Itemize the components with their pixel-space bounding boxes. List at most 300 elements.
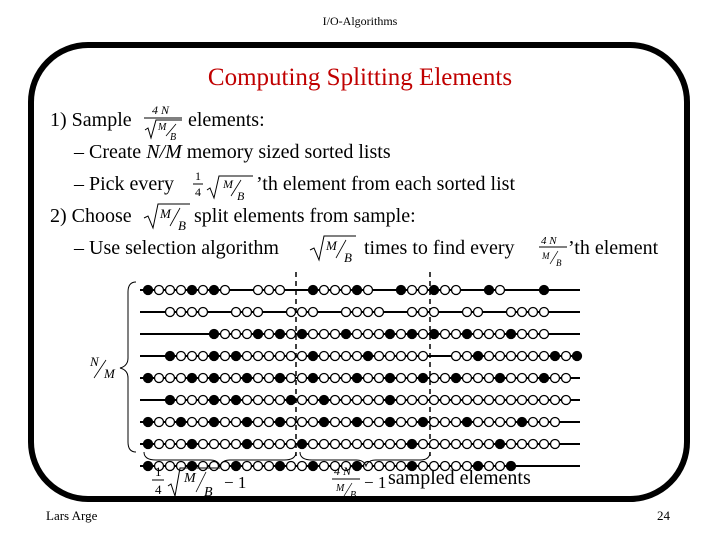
footer-author: Lars Arge [46, 508, 98, 523]
sampled-element [353, 374, 362, 383]
list-element [265, 286, 274, 295]
list-element [254, 440, 263, 449]
sampled-element [507, 330, 516, 339]
sampled-element [496, 440, 505, 449]
sampled-element [430, 286, 439, 295]
list-element [221, 286, 230, 295]
list-element [254, 286, 263, 295]
list-element [221, 418, 230, 427]
sampled-element [177, 418, 186, 427]
list-element [485, 330, 494, 339]
list-element [309, 418, 318, 427]
n-over-m-label [90, 354, 120, 384]
list-element [342, 374, 351, 383]
svg-text:M: M [336, 483, 345, 494]
list-element [320, 330, 329, 339]
list-element [188, 352, 197, 361]
list-element [243, 352, 252, 361]
list-element [452, 286, 461, 295]
list-element [254, 308, 263, 317]
list-element [254, 462, 263, 471]
sampled-element [485, 286, 494, 295]
svg-text:4 N: 4 N [541, 235, 557, 247]
list-element [309, 440, 318, 449]
list-element [507, 440, 516, 449]
list-element [430, 440, 439, 449]
step1-sub1-n-over-m: N/M [146, 141, 182, 163]
list-element [199, 352, 208, 361]
list-element [221, 396, 230, 405]
list-element [485, 352, 494, 361]
page-number: 24 [657, 508, 670, 523]
svg-text:N: N [90, 354, 99, 369]
list-element [331, 352, 340, 361]
list-element [496, 418, 505, 427]
sampled-element [210, 352, 219, 361]
list-element [298, 396, 307, 405]
list-element [199, 308, 208, 317]
sampled-element [419, 374, 428, 383]
list-element [243, 396, 252, 405]
list-element [496, 352, 505, 361]
list-element [342, 352, 351, 361]
step2-sub1-suffix: ’th element [568, 237, 659, 259]
sampled-element [232, 396, 241, 405]
list-element [210, 440, 219, 449]
list-element [232, 308, 241, 317]
sampled-element [210, 396, 219, 405]
list-element [452, 396, 461, 405]
sampled-element [540, 286, 549, 295]
list-element [430, 308, 439, 317]
list-element [166, 308, 175, 317]
list-element [529, 308, 538, 317]
list-element [441, 418, 450, 427]
list-element [540, 396, 549, 405]
list-element [298, 374, 307, 383]
sampled-element [276, 330, 285, 339]
sampled-element [144, 374, 153, 383]
sampled-element [474, 352, 483, 361]
list-element [177, 374, 186, 383]
list-element [463, 396, 472, 405]
list-element [287, 374, 296, 383]
list-element [474, 440, 483, 449]
list-element [474, 418, 483, 427]
list-element [243, 308, 252, 317]
sampled-element [364, 352, 373, 361]
list-element [485, 440, 494, 449]
svg-text:M: M [223, 177, 233, 191]
svg-text:M: M [326, 238, 337, 253]
list-element [562, 352, 571, 361]
list-element [298, 308, 307, 317]
list-element [529, 418, 538, 427]
list-element [177, 396, 186, 405]
sampled-element [320, 396, 329, 405]
list-element [540, 308, 549, 317]
list-element [276, 396, 285, 405]
sampled-element [298, 440, 307, 449]
list-element [551, 440, 560, 449]
sampled-element [166, 352, 175, 361]
list-element [243, 330, 252, 339]
list-element [177, 352, 186, 361]
sampled-element [430, 330, 439, 339]
list-element [309, 330, 318, 339]
left-brace [120, 282, 136, 452]
svg-text:− 1: − 1 [364, 473, 387, 492]
list-element [540, 330, 549, 339]
list-element [320, 440, 329, 449]
step1-sub2-a: – Pick every [74, 173, 174, 195]
step1-sub2-suffix: ’th element from each sorted list [256, 173, 515, 195]
list-element [265, 330, 274, 339]
list-element [265, 462, 274, 471]
list-element [155, 286, 164, 295]
list-element [518, 352, 527, 361]
list-element [331, 374, 340, 383]
list-element [287, 418, 296, 427]
formula-m: M [158, 122, 167, 133]
list-element [518, 440, 527, 449]
sampled-element [353, 418, 362, 427]
sampled-element [276, 374, 285, 383]
list-element [485, 374, 494, 383]
svg-text:B: B [204, 485, 213, 500]
list-element [166, 440, 175, 449]
list-element [177, 308, 186, 317]
sampled-element [573, 352, 582, 361]
list-element [309, 396, 318, 405]
list-element [408, 374, 417, 383]
list-element [397, 352, 406, 361]
list-element [496, 330, 505, 339]
list-element [232, 418, 241, 427]
list-element [441, 330, 450, 339]
svg-text:M: M [184, 471, 196, 486]
list-element [364, 330, 373, 339]
list-element [408, 286, 417, 295]
sampled-element [540, 374, 549, 383]
sampled-element [232, 352, 241, 361]
list-element [375, 308, 384, 317]
list-element [496, 286, 505, 295]
list-element [430, 374, 439, 383]
sampled-element [496, 374, 505, 383]
list-element [254, 374, 263, 383]
svg-text:M: M [542, 251, 550, 261]
list-element [452, 352, 461, 361]
list-element [408, 396, 417, 405]
list-element [199, 374, 208, 383]
list-element [463, 352, 472, 361]
list-element [188, 308, 197, 317]
svg-text:M: M [104, 366, 115, 381]
list-element [298, 462, 307, 471]
list-element [320, 374, 329, 383]
list-element [331, 396, 340, 405]
list-element [364, 396, 373, 405]
sampled-element [452, 374, 461, 383]
list-element [155, 374, 164, 383]
list-element [507, 308, 516, 317]
sampled-element [144, 286, 153, 295]
list-element [507, 418, 516, 427]
list-element [507, 396, 516, 405]
list-element [551, 418, 560, 427]
sampled-element [518, 418, 527, 427]
sampled-element [188, 286, 197, 295]
list-element [188, 418, 197, 427]
list-element [441, 440, 450, 449]
list-element [331, 418, 340, 427]
sampled-element [386, 374, 395, 383]
svg-text:B: B [344, 250, 352, 265]
list-element [375, 374, 384, 383]
list-element [386, 440, 395, 449]
list-element [254, 396, 263, 405]
list-element [430, 396, 439, 405]
list-element [529, 374, 538, 383]
list-element [518, 308, 527, 317]
list-element [496, 396, 505, 405]
list-element [287, 308, 296, 317]
list-element [507, 374, 516, 383]
list-element [342, 286, 351, 295]
list-element [342, 418, 351, 427]
list-element [452, 330, 461, 339]
sampled-element [276, 462, 285, 471]
sampled-element [287, 396, 296, 405]
step2-suffix: split elements from sample: [194, 205, 416, 227]
list-element [375, 418, 384, 427]
svg-text:B: B [237, 189, 245, 203]
list-element [419, 440, 428, 449]
list-element [298, 418, 307, 427]
list-element [463, 308, 472, 317]
list-element [551, 374, 560, 383]
sampled-element [309, 352, 318, 361]
list-element [320, 352, 329, 361]
list-element [276, 352, 285, 361]
sampled-element [309, 286, 318, 295]
list-element [474, 308, 483, 317]
sampled-element [463, 330, 472, 339]
list-element [166, 286, 175, 295]
list-element [199, 286, 208, 295]
list-element [254, 418, 263, 427]
sampled-element [188, 440, 197, 449]
sampled-element [397, 286, 406, 295]
list-element [375, 440, 384, 449]
list-element [452, 440, 461, 449]
list-element [353, 440, 362, 449]
svg-text:B: B [556, 258, 562, 268]
list-element [287, 440, 296, 449]
sampled-element [243, 440, 252, 449]
list-element [364, 286, 373, 295]
list-element [463, 440, 472, 449]
sampled-element [210, 286, 219, 295]
sampled-element [243, 418, 252, 427]
list-element [199, 440, 208, 449]
sampled-element [309, 462, 318, 471]
list-element [342, 396, 351, 405]
list-element [408, 352, 417, 361]
list-element [331, 330, 340, 339]
svg-text:1: 1 [195, 169, 201, 183]
sampled-element [386, 396, 395, 405]
list-element [474, 374, 483, 383]
list-element [342, 308, 351, 317]
list-element [540, 418, 549, 427]
sampled-element [243, 374, 252, 383]
svg-text:B: B [350, 490, 357, 501]
list-element [474, 330, 483, 339]
sampled-element [210, 330, 219, 339]
step1-sub1-a: – Create [74, 141, 147, 163]
svg-text:B: B [178, 218, 186, 233]
header-title: I/O-Algorithms [322, 14, 398, 28]
sampled-element [551, 352, 560, 361]
list-element [320, 286, 329, 295]
sampled-element [386, 330, 395, 339]
svg-text:4 N: 4 N [334, 464, 352, 478]
list-element [540, 352, 549, 361]
list-element [419, 308, 428, 317]
list-element [155, 418, 164, 427]
list-element [287, 330, 296, 339]
step1-sub1-c: memory sized sorted lists [181, 141, 391, 163]
sampled-element [408, 330, 417, 339]
list-element [375, 352, 384, 361]
formula-b: B [170, 132, 177, 143]
sampled-element [320, 418, 329, 427]
list-element [507, 352, 516, 361]
list-element [441, 396, 450, 405]
list-element [386, 352, 395, 361]
list-element [408, 418, 417, 427]
sampled-element [298, 330, 307, 339]
list-element [331, 286, 340, 295]
list-element [166, 418, 175, 427]
list-element [199, 418, 208, 427]
sampled-element [188, 374, 197, 383]
sampled-element [408, 440, 417, 449]
list-element [353, 396, 362, 405]
sampled-element [353, 286, 362, 295]
list-element [177, 440, 186, 449]
list-element [265, 396, 274, 405]
list-element [463, 374, 472, 383]
svg-text:− 1: − 1 [224, 473, 247, 492]
svg-text:4: 4 [155, 482, 162, 497]
sampled-elements-label: sampled elements [388, 467, 531, 489]
list-element [518, 330, 527, 339]
list-element [397, 440, 406, 449]
list-element [232, 330, 241, 339]
list-element [199, 396, 208, 405]
list-element [265, 374, 274, 383]
slide-title: Computing Splitting Elements [207, 64, 513, 91]
list-element [309, 308, 318, 317]
list-element [155, 440, 164, 449]
sampled-element [342, 330, 351, 339]
list-element [529, 330, 538, 339]
list-element [485, 396, 494, 405]
list-element [452, 418, 461, 427]
sampled-element [386, 418, 395, 427]
list-element [298, 352, 307, 361]
list-element [364, 308, 373, 317]
list-element [188, 396, 197, 405]
list-element [265, 352, 274, 361]
list-element [375, 330, 384, 339]
svg-text:4: 4 [195, 185, 201, 199]
sampled-element [144, 418, 153, 427]
list-element [419, 396, 428, 405]
list-element [342, 440, 351, 449]
list-element [353, 330, 362, 339]
list-element [364, 440, 373, 449]
list-element [221, 374, 230, 383]
sampled-element [463, 418, 472, 427]
step2-sub1: – Use selection algorithm [74, 237, 279, 259]
sampled-element [166, 396, 175, 405]
sampled-element [309, 374, 318, 383]
list-element [441, 374, 450, 383]
svg-text:M: M [160, 206, 171, 221]
sampled-element [210, 374, 219, 383]
list-element [430, 418, 439, 427]
list-element [529, 396, 538, 405]
list-element [540, 440, 549, 449]
list-element [419, 352, 428, 361]
list-element [518, 374, 527, 383]
list-element [166, 374, 175, 383]
list-element [177, 286, 186, 295]
list-element [221, 440, 230, 449]
list-element [397, 418, 406, 427]
list-element [529, 440, 538, 449]
svg-text:1: 1 [155, 464, 162, 479]
list-element [287, 462, 296, 471]
list-element [397, 396, 406, 405]
step2-label: 2) Choose [50, 205, 132, 227]
list-element [397, 374, 406, 383]
sampled-element [276, 418, 285, 427]
list-element [485, 418, 494, 427]
step1-suffix: elements: [188, 109, 265, 131]
list-element [232, 440, 241, 449]
list-element [474, 396, 483, 405]
list-element [320, 462, 329, 471]
list-element [287, 352, 296, 361]
bottom-left-formula [152, 462, 252, 500]
list-element [276, 440, 285, 449]
list-element [408, 308, 417, 317]
sampled-element [419, 418, 428, 427]
list-element [331, 440, 340, 449]
list-element [419, 286, 428, 295]
list-element [221, 330, 230, 339]
list-element [364, 374, 373, 383]
list-element [353, 352, 362, 361]
list-element [265, 418, 274, 427]
list-element [232, 374, 241, 383]
sampled-element [254, 330, 263, 339]
